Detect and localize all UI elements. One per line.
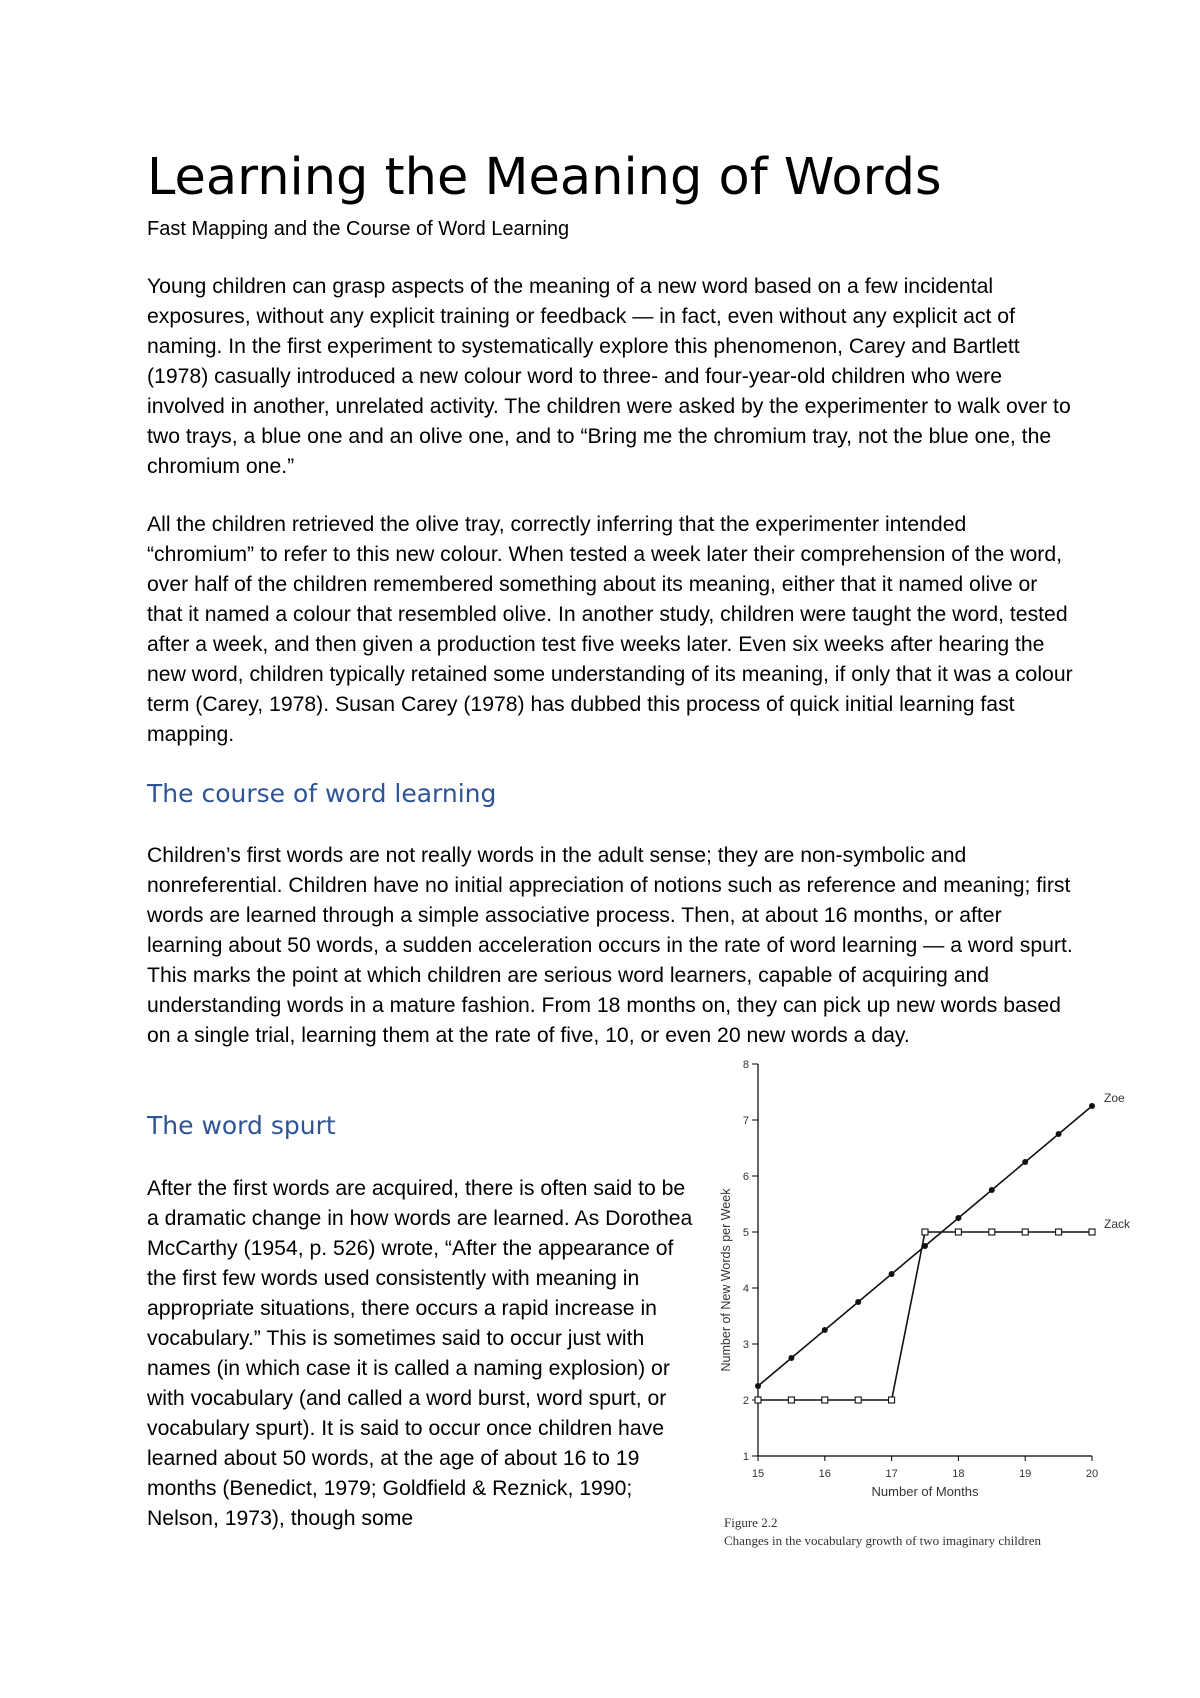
- series-label-zoe: Zoe: [1104, 1091, 1125, 1105]
- data-point-zoe: [1022, 1159, 1028, 1165]
- document-subtitle: Fast Mapping and the Course of Word Learning: [147, 218, 570, 240]
- y-tick-label: 7: [742, 1115, 749, 1127]
- data-point-zoe: [822, 1327, 828, 1333]
- data-point-zoe: [955, 1215, 961, 1221]
- x-tick-label: 19: [1019, 1468, 1032, 1480]
- section-heading-course: The course of word learning: [147, 779, 497, 808]
- data-point-zack: [855, 1397, 861, 1403]
- x-tick-label: 16: [818, 1468, 831, 1480]
- paragraph-fast-mapping-intro: Young children can grasp aspects of the meaning of a new word based on a few incidental exposures, without any explicit training or feedback — in fact, even without any explicit act of naming. In the first experiment to systematically explore this phenomenon, Carey and Bartlett (1978) casually introduced a new colour word to three- and four-year-old children who were involved in another, unrelated activity. The children were asked by the experimenter to walk over to two trays, a blue one and an olive one, and to “Bring me the chromium tray, not the blue one, the chromium one.”: [147, 275, 1071, 478]
- data-point-zoe: [989, 1187, 995, 1193]
- data-point-zack: [788, 1397, 794, 1403]
- y-axis-label: Number of New Words per Week: [719, 1188, 733, 1372]
- y-tick-label: 1: [742, 1451, 749, 1463]
- y-tick-label: 8: [742, 1059, 749, 1071]
- y-tick-label: 6: [742, 1171, 749, 1183]
- data-point-zoe: [1089, 1103, 1095, 1109]
- figure-label: Figure 2.2: [724, 1515, 778, 1530]
- paragraph-word-spurt: After the first words are acquired, there is often said to be a dramatic change in how words are learned. As Dorothea McCarthy (1954, p. 526) wrote, “After the appearance of the first few words used consistently with meaning in appropriate situations, there occurs a rapid increase in vocabulary.” This is sometimes said to occur just with names (in which case it is called a naming explosion) or with vocabulary (and called a word burst, word spurt, or vocabulary spurt). It is said to occur once children have learned about 50 words, at the age of about 16 to 19 months (Benedict, 1979; Goldfield & Reznick, 1990; Nelson, 1973), though some: [147, 1177, 693, 1530]
- x-tick-label: 17: [885, 1468, 898, 1480]
- data-point-zack: [1056, 1229, 1062, 1235]
- y-tick-label: 5: [742, 1227, 749, 1239]
- data-point-zoe: [855, 1299, 861, 1305]
- data-point-zack: [922, 1229, 928, 1235]
- data-point-zack: [889, 1397, 895, 1403]
- figure-vocabulary-growth: [700, 1040, 1160, 1580]
- section-heading-word-spurt: The word spurt: [147, 1111, 336, 1140]
- paragraph-fast-mapping-results: All the children retrieved the olive tray, correctly inferring that the experimenter intended “chromium” to refer to this new colour. When tested a week later their comprehension of the word, over half of the children remembered something about its meaning, either that it named olive or that it named a colour that resembled olive. In another study, children were taught the word, tested after a week, and then given a production test five weeks later. Even six weeks after hearing the new word, children typically retained some understanding of its meaning, if only that it was a colour term (Carey, 1978). Susan Carey (1978) has dubbed this process of quick initial learning fast mapping.: [147, 513, 1073, 746]
- series-line-zack: [758, 1232, 1092, 1400]
- data-point-zack: [955, 1229, 961, 1235]
- data-point-zack: [989, 1229, 995, 1235]
- data-point-zoe: [788, 1355, 794, 1361]
- data-point-zoe: [1056, 1131, 1062, 1137]
- data-point-zoe: [889, 1271, 895, 1277]
- data-point-zack: [822, 1397, 828, 1403]
- figure-caption: Changes in the vocabulary growth of two imaginary children: [724, 1533, 1041, 1548]
- paragraph-course-of-word-learning: Children’s first words are not really words in the adult sense; they are non-symbolic and nonreferential. Children have no initial appreciation of notions such as reference and meaning; first words are learned through a simple associative process. Then, at about 16 months, or after learning about 50 words, a sudden acceleration occurs in the rate of word learning — a word spurt. This marks the point at which children are serious word learners, capable of acquiring and understanding words in a mature fashion. From 18 months on, they can pick up new words based on a single trial, learning them at the rate of five, 10, or even 20 new words a day.: [147, 844, 1073, 1047]
- x-tick-label: 15: [751, 1468, 765, 1480]
- y-tick-label: 3: [742, 1339, 749, 1351]
- data-point-zack: [1022, 1229, 1028, 1235]
- series-label-zack: Zack: [1104, 1217, 1131, 1231]
- x-axis-label: Number of Months: [871, 1484, 979, 1499]
- data-point-zack: [1089, 1229, 1095, 1235]
- data-point-zoe: [755, 1383, 761, 1389]
- data-point-zack: [755, 1397, 761, 1403]
- vocabulary-growth-chart: [700, 1040, 1160, 1520]
- y-tick-label: 2: [742, 1395, 749, 1407]
- document-title: Learning the Meaning of Words: [147, 148, 942, 207]
- y-tick-label: 4: [742, 1283, 749, 1295]
- x-tick-label: 18: [952, 1468, 965, 1480]
- x-tick-label: 20: [1085, 1468, 1099, 1480]
